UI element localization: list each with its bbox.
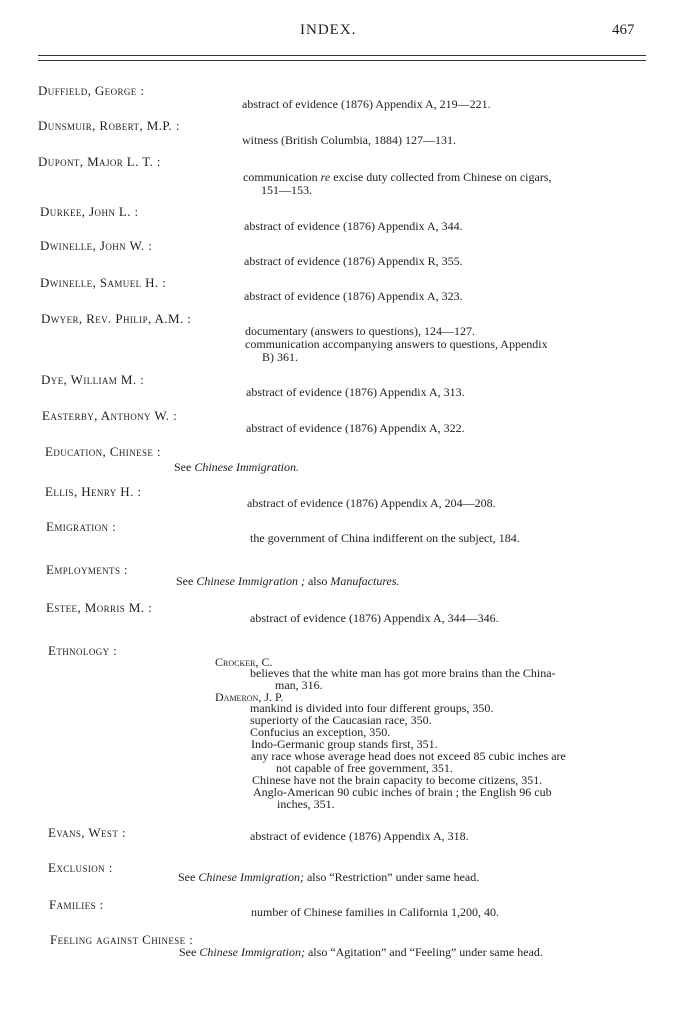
entry-heading: Evans, West : <box>48 825 126 840</box>
entry-heading: Dwyer, Rev. Philip, A.M. : <box>41 311 192 326</box>
entry-heading: Durkee, John L. : <box>40 204 139 219</box>
entry-heading: Dye, William M. : <box>41 372 145 387</box>
entry-line: 151—153. <box>261 183 312 197</box>
entry-line: See Chinese Immigration; also “Agitation” and “Feeling” under same head. <box>179 945 543 959</box>
entry-line: number of Chinese families in California 1,200, 40. <box>251 905 499 919</box>
entry-heading: Ethnology : <box>48 643 118 658</box>
entry-line: abstract of evidence (1876) Appendix A, 219—221. <box>242 97 491 111</box>
entry-line: Chinese have not the brain capacity to become citizens, 351. <box>252 773 543 787</box>
entry-line: abstract of evidence (1876) Appendix A, 313. <box>246 385 465 399</box>
entry-heading: Easterby, Anthony W. : <box>42 408 178 423</box>
entry-line: abstract of evidence (1876) Appendix A, 322. <box>246 421 465 435</box>
entry-line: abstract of evidence (1876) Appendix A, 323. <box>244 289 463 303</box>
entry-line: communication re excise duty collected from Chinese on cigars, <box>243 170 552 184</box>
entry-heading: Duffield, George : <box>38 83 145 98</box>
entry-line: superiorty of the Caucasian race, 350. <box>250 713 432 727</box>
entry-heading: Dupont, Major L. T. : <box>38 154 161 169</box>
entry-line: any race whose average head does not exceed 85 cubic inches are <box>251 749 566 763</box>
entry-line: See Chinese Immigration ; also Manufactures. <box>176 574 400 588</box>
entry-line: the government of China indifferent on the subject, 184. <box>250 531 520 545</box>
entry-line: Confucius an exception, 350. <box>250 725 391 739</box>
entry-line: man, 316. <box>275 678 323 692</box>
entry-heading: Feeling against Chinese : <box>50 932 194 947</box>
entry-heading: Ellis, Henry H. : <box>45 484 142 499</box>
entry-line: abstract of evidence (1876) Appendix A, 318. <box>250 829 469 843</box>
page-title: INDEX. <box>300 22 357 38</box>
entry-line: inches, 351. <box>277 797 335 811</box>
entry-heading: Dunsmuir, Robert, M.P. : <box>38 118 180 133</box>
entry-line: See Chinese Immigration; also “Restriction” under same head. <box>178 870 480 884</box>
entry-line: communication accompanying answers to questions, Appendix <box>245 337 548 351</box>
entry-line: documentary (answers to questions), 124—127. <box>245 324 475 338</box>
entry-heading: Families : <box>49 897 104 912</box>
entry-heading: Dwinelle, John W. : <box>40 238 153 253</box>
entry-line: See Chinese Immigration. <box>174 460 299 474</box>
entry-line: abstract of evidence (1876) Appendix A, 204—208. <box>247 496 496 510</box>
entry-line: abstract of evidence (1876) Appendix A, 344. <box>244 219 463 233</box>
entry-line: believes that the white man has got more brains than the China- <box>250 666 556 680</box>
entry-line: abstract of evidence (1876) Appendix R, 355. <box>244 254 463 268</box>
entry-line: Indo-Germanic group stands first, 351. <box>251 737 438 751</box>
entry-heading: Exclusion : <box>48 860 113 875</box>
entry-line: mankind is divided into four different groups, 350. <box>250 701 494 715</box>
entry-line: abstract of evidence (1876) Appendix A, 344—346. <box>250 611 499 625</box>
entry-heading: Emigration : <box>46 519 117 534</box>
entry-line: Anglo-American 90 cubic inches of brain ; the English 96 cub <box>253 785 552 799</box>
sub-entry-name: Dameron, J. P. <box>215 690 284 704</box>
entry-heading: Estee, Morris M. : <box>46 600 153 615</box>
entry-heading: Education, Chinese : <box>45 444 161 459</box>
entry-line: witness (British Columbia, 1884) 127—131. <box>242 133 456 147</box>
entry-heading: Employments : <box>46 562 129 577</box>
page-number: 467 <box>612 22 635 38</box>
entry-heading: Dwinelle, Samuel H. : <box>40 275 167 290</box>
sub-entry-name: Crocker, C. <box>215 655 273 669</box>
entry-line: not capable of free government, 351. <box>276 761 453 775</box>
entry-line: B) 361. <box>262 350 298 364</box>
